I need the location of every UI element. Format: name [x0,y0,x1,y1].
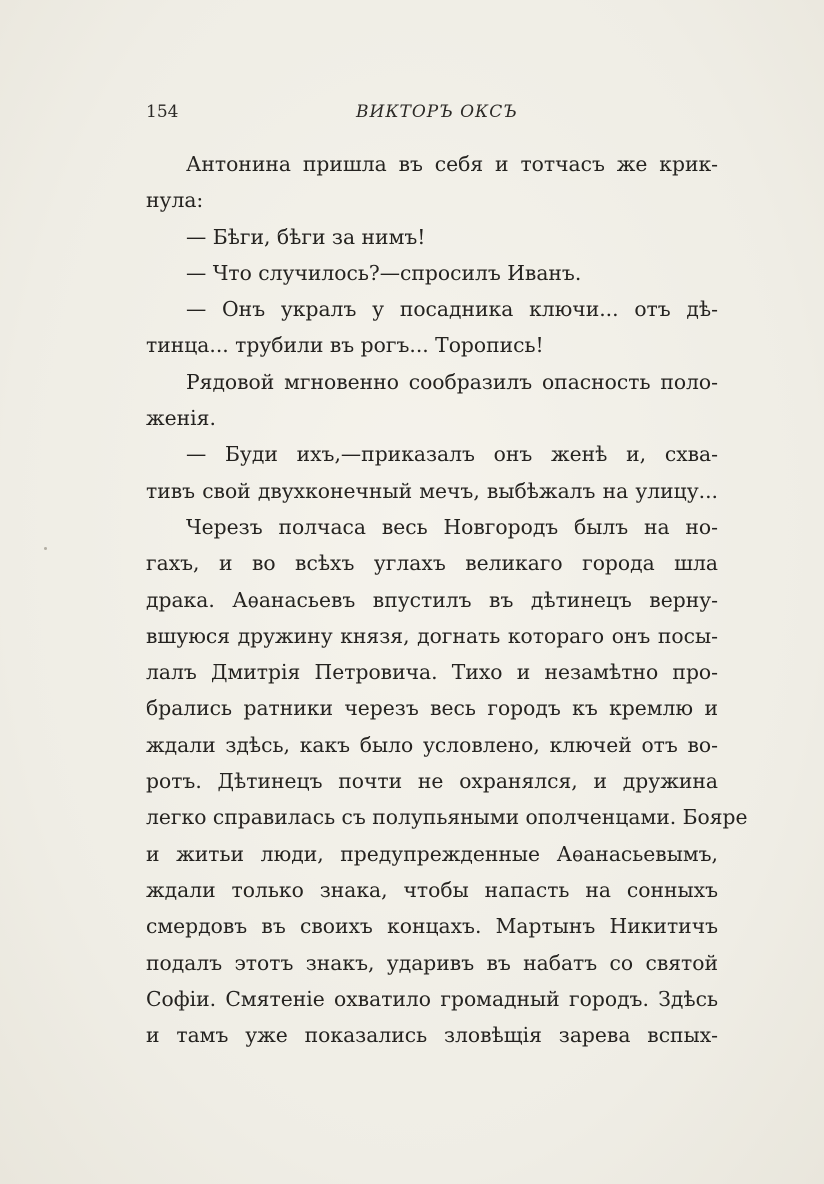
text-line: вшуюся дружину князя, догнать котораго онъ посы- [146,623,718,648]
page-number: 154 [146,102,179,122]
text-line: Черезъ полчаса весь Новгородъ былъ на но- [186,514,718,539]
text-line: тивъ свой двухконечный мечъ, выбѣжалъ на улицу... [146,478,718,503]
text-line: — Что случилось?—спросилъ Иванъ. [186,260,582,285]
page-header [146,98,716,128]
text-line: лалъ Дмитрія Петровича. Тихо и незамѣтно про- [146,660,718,685]
text-line: и тамъ уже показались зловѣщія зарева вспых- [146,1023,718,1048]
text-line: Софіи. Смятеніе охватило громадный городъ. Здѣсь [146,986,718,1011]
text-line: Антонина пришла въ себя и тотчасъ же крик- [186,152,718,176]
text-line: женія. [146,406,216,431]
text-line: брались ратники черезъ весь городъ къ кремлю и [146,696,718,721]
text-line: нула: [146,188,204,213]
paper-speck [44,547,47,550]
text-line: тинца... трубили въ рогъ... Торопись! [146,333,544,358]
text-line: — Буди ихъ,—приказалъ онъ женѣ и, схва- [186,442,718,467]
text-line: и житьи люди, предупрежденные Аѳанасьевымъ, [146,841,718,866]
text-line: легко справилась съ полупьяными ополченцами. Бояре [146,805,748,830]
running-head: ВИКТОРЪ ОКСЪ [356,102,518,122]
text-line: подалъ этотъ знакъ, ударивъ въ набатъ со святой [146,950,718,975]
text-line: гахъ, и во всѣхъ углахъ великаго города шла [146,551,718,576]
body-text [146,146,748,1053]
text-line: ждали здѣсь, какъ было условлено, ключей отъ во- [146,732,718,757]
text-line: Рядовой мгновенно сообразилъ опасность поло- [186,369,718,394]
text-line: ротъ. Дѣтинецъ почти не охранялся, и дружина [146,769,718,794]
text-line: ждали только знака, чтобы напасть на сонныхъ [146,877,718,902]
text-line: — Онъ укралъ у посадника ключи... отъ дѣ- [186,297,718,322]
text-line: смердовъ въ своихъ концахъ. Мартынъ Никитичъ [146,914,718,939]
text-line: — Бѣги, бѣги за нимъ! [186,224,426,249]
text-line: драка. Аѳанасьевъ впустилъ въ дѣтинецъ верну- [146,587,718,612]
